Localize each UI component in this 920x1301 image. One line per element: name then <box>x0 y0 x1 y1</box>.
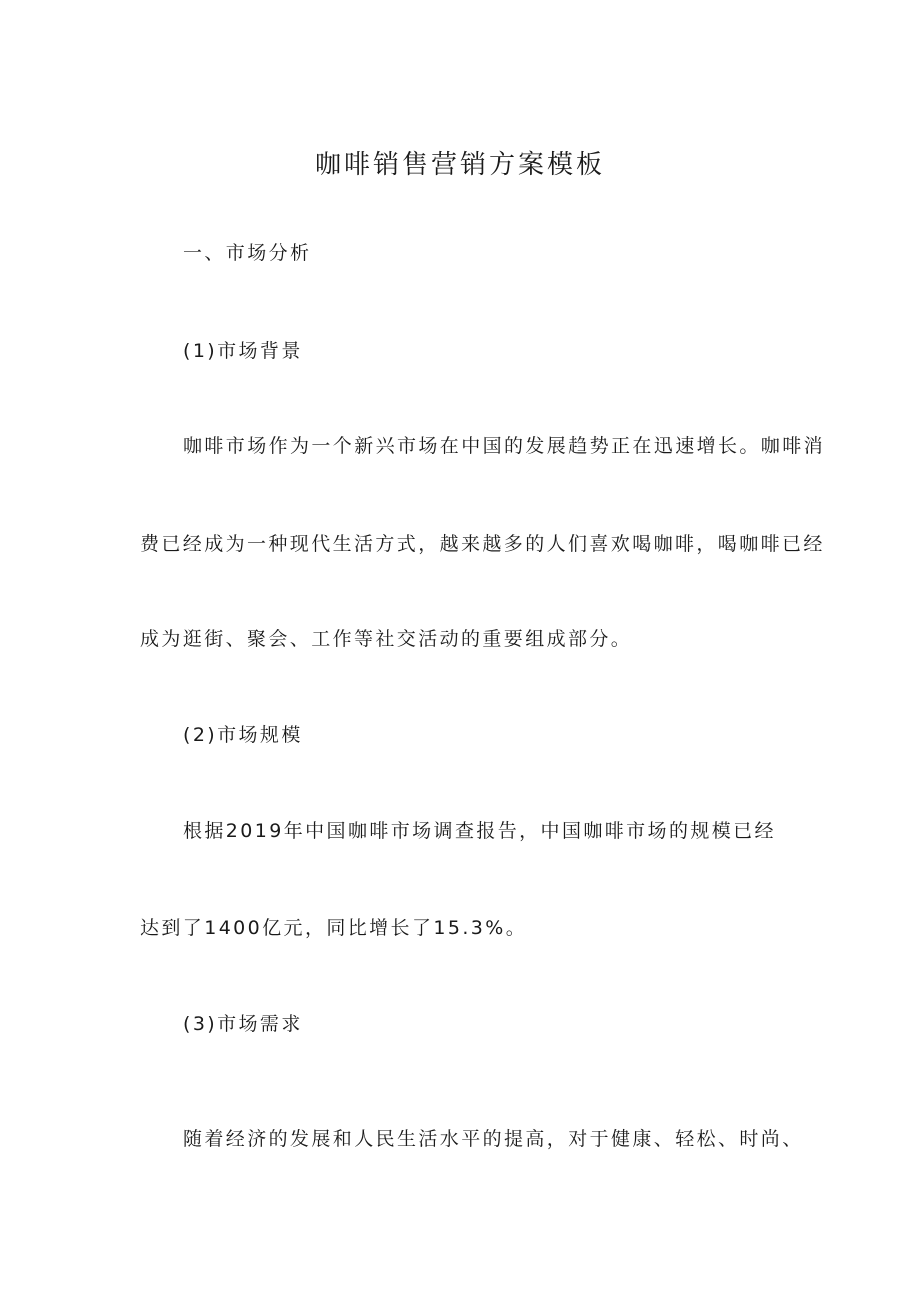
subheading-market-background: (1)市场背景 <box>183 340 303 362</box>
paragraph-line: 咖啡市场作为一个新兴市场在中国的发展趋势正在迅速增长。咖啡消 <box>183 435 826 457</box>
subheading-market-size: (2)市场规模 <box>183 724 303 746</box>
paragraph-line: 成为逛街、聚会、工作等社交活动的重要组成部分。 <box>140 628 633 650</box>
document-title: 咖啡销售营销方案模板 <box>314 150 605 180</box>
subheading-market-demand: (3)市场需求 <box>183 1013 303 1035</box>
section-heading-market-analysis: 一、市场分析 <box>183 242 312 264</box>
paragraph-line: 达到了1400亿元，同比增长了15.3%。 <box>140 917 528 939</box>
paragraph-line: 根据2019年中国咖啡市场调查报告，中国咖啡市场的规模已经 <box>183 820 776 842</box>
paragraph-line: 费已经成为一种现代生活方式，越来越多的人们喜欢喝咖啡，喝咖啡已经 <box>140 533 825 555</box>
paragraph-line: 随着经济的发展和人民生活水平的提高，对于健康、轻松、时尚、 <box>183 1128 804 1150</box>
